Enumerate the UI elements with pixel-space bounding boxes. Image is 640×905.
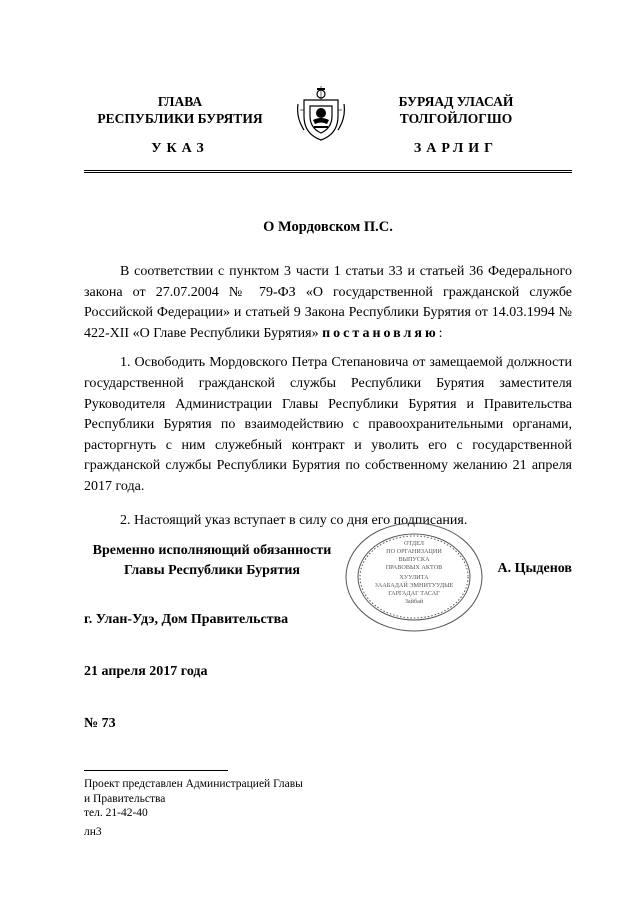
signing-date: 21 апреля 2017 года: [84, 664, 208, 679]
item-1: 1. Освободить Мордовского Петра Степановича от замещаемой должности государственной гражданской службы Республики Бурятия заместителя Руководителя Администрации Главы Республики Бурятия и Правительства Республики Бурятия по взаимодействию с правоохранительными органами, расторгнуть с ним служебный контракт и уволить его с государственной гражданской службы Республики Бурятия по собственному желанию 21 апреля 2017 года.: [84, 355, 572, 494]
header-divider: [84, 170, 572, 173]
signatory-name: А. Цыденов: [497, 561, 572, 576]
stamp-line1: ОТДЕЛ: [404, 540, 424, 547]
item-2: 2. Настоящий указ вступает в силу со дня его подписания.: [120, 512, 468, 528]
header-right: [356, 93, 556, 127]
decree-number: № 73: [84, 716, 116, 731]
stamp-line7: ГАРГАДАГ ТАСАГ: [388, 590, 440, 597]
decree-colon: :: [438, 325, 443, 341]
ukaz-label: УКАЗ: [151, 141, 209, 156]
header-right-line1: БУРЯАД УЛАСАЙ: [398, 94, 514, 109]
stamp-line4: ПРАВОВЫХ АКТОВ: [385, 564, 443, 571]
footer-line3: тел. 21-42-40: [84, 807, 148, 819]
footer-note: [84, 777, 303, 821]
signature-title-line1: Временно исполняющий обязанности: [92, 543, 332, 558]
footer-initials: лн3: [84, 826, 102, 838]
header-left-line1: ГЛАВА: [157, 94, 203, 109]
header-right-line2: ТОЛГОЙЛОГШО: [399, 111, 513, 126]
preamble-paragraph: [84, 262, 572, 344]
stamp-line6: ЗААБАДАЙ ЭМНИТУУДЫЕ: [374, 582, 454, 589]
zarlig-label: ЗАРЛИГ: [413, 141, 499, 156]
footer-line2: и Правительства: [84, 792, 166, 805]
official-stamp: [344, 521, 484, 633]
document-body: [84, 262, 572, 531]
preamble-text: В соответствии с пунктом 3 части 1 статьи 33 и статьей 36 Федерального закона от 27.07.2004 № 79-ФЗ «О государственной гражданской службе Российской Федерации» и статьей 9 Закона Республики Бурятия от 14.03.1994 № 422-XII «О Главе Республики Бурятия»: [84, 264, 572, 341]
header-left-line2: РЕСПУБЛИКИ БУРЯТИЯ: [97, 111, 263, 126]
stamp-line5: ХУУЛИТА: [399, 574, 429, 581]
signature-title: [84, 541, 340, 581]
coat-of-arms-icon: [296, 86, 346, 142]
decree-word: постановляю: [322, 325, 439, 341]
signing-place: г. Улан-Удэ, Дом Правительства: [84, 612, 289, 627]
signature-title-line2: Главы Республики Бурятия: [123, 563, 300, 578]
header-left: [80, 93, 280, 127]
document-title: О Мордовском П.С.: [263, 219, 393, 235]
stamp-line2: ПО ОРГАНИЗАЦИИ: [386, 548, 442, 555]
stamp-line3: ВЫПУСКА: [398, 556, 430, 563]
footer-divider: [84, 770, 228, 771]
footer-line1: Проект представлен Администрацией Главы: [84, 778, 303, 790]
stamp-line8: Зайбай: [404, 598, 424, 605]
